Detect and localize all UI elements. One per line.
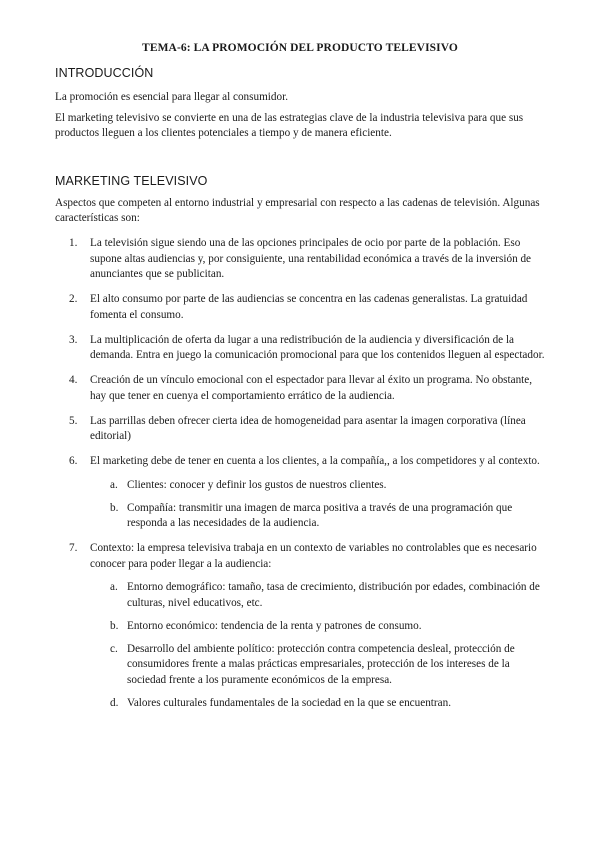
characteristics-list — [55, 236, 545, 721]
intro-paragraph-2: El marketing televisivo se convierte en una de las estrategias clave de la industria televisiva para que sus productos lleguen a los clientes potenciales a tiempo y de manera eficiente. — [55, 112, 524, 139]
list-text: Creación de un vínculo emocional con el espectador para llevar al éxito un programa. No obstante, hay que tener en cuenya el comportamiento errático de la audiencia. — [90, 374, 533, 402]
list-number: 6. — [69, 455, 78, 467]
sub-list-letter: b. — [110, 619, 119, 632]
sub-list-item — [90, 478, 545, 494]
sub-list-item — [90, 580, 545, 611]
document-title: TEMA-6: LA PROMOCIÓN DEL PRODUCTO TELEVISIVO — [142, 42, 458, 54]
sub-list-item — [90, 501, 545, 532]
sub-list-text: Entorno demográfico: tamaño, tasa de crecimiento, distribución por edades, combinación de culturas, nivel educativos, etc. — [127, 581, 540, 609]
list-item — [55, 373, 545, 404]
sub-list-text: Compañía: transmitir una imagen de marca positiva a través de una programación que responda a las necesidades de la audiencia. — [127, 501, 513, 529]
list-number: 1. — [69, 237, 78, 249]
list-number: 2. — [69, 293, 78, 305]
sub-list-text: Desarrollo del ambiente político: protección contra competencia desleal, protección de consumidores frente a malas prácticas empresariales, protección de los intereses de la sociedad frente a los puramente económicos de la empresa. — [127, 642, 515, 686]
list-number: 5. — [69, 414, 78, 427]
list-item — [55, 236, 545, 283]
list-item — [55, 414, 545, 445]
sub-list-text: Clientes: conocer y definir los gustos de nuestros clientes. — [127, 478, 387, 491]
sub-list — [90, 580, 545, 711]
list-text: Las parrillas deben ofrecer cierta idea de homogeneidad para asentar la imagen corporativa (línea editorial) — [90, 414, 526, 442]
list-number: 4. — [69, 374, 78, 386]
list-text: El marketing debe de tener en cuenta a los clientes, a la compañía,, a los competidores y al contexto. — [90, 455, 540, 467]
sub-list-text: Valores culturales fundamentales de la sociedad en la que se encuentran. — [127, 696, 451, 709]
sub-list-letter: a. — [110, 581, 118, 593]
list-text: La televisión sigue siendo una de las opciones principales de ocio por parte de la población. Eso supone altas audiencias y, por consiguiente, una rentabilidad económica a través de la inversión de anunciantes que se publicitan. — [90, 237, 532, 280]
sub-list-item — [90, 696, 545, 712]
sub-list-letter: a. — [110, 478, 118, 491]
marketing-lead: Aspectos que competen al entorno industrial y empresarial con respecto a las cadenas de televisión. Algunas características son: — [55, 197, 540, 224]
list-number: 7. — [69, 542, 78, 554]
list-item — [55, 454, 545, 532]
list-text: La multiplicación de oferta da lugar a una redistribución de la audiencia y diversificación de la demanda. Entra en juego la comunicación promocional para que los contenidos lleguen al espectador. — [90, 333, 545, 361]
sub-list-letter: c. — [110, 642, 118, 655]
sub-list-item — [90, 642, 545, 689]
sub-list-letter: d. — [110, 696, 119, 709]
intro-paragraph-1: La promoción es esencial para llegar al consumidor. — [55, 91, 288, 103]
marketing-heading: MARKETING TELEVISIVO — [55, 174, 208, 188]
sub-list-item — [90, 619, 545, 635]
list-text: Contexto: la empresa televisiva trabaja en un contexto de variables no controlables que es necesario conocer para poder llegar a la audiencia: — [90, 542, 537, 570]
sub-list-letter: b. — [110, 501, 119, 514]
list-number: 3. — [69, 333, 78, 346]
list-item — [55, 541, 545, 711]
intro-heading: INTRODUCCIÓN — [55, 66, 154, 80]
list-item — [55, 333, 545, 364]
list-text: El alto consumo por parte de las audiencias se concentra en las cadenas generalistas. La gratuidad fomenta el consumo. — [90, 293, 528, 321]
sub-list-text: Entorno económico: tendencia de la renta y patrones de consumo. — [127, 619, 422, 632]
list-item — [55, 292, 545, 323]
sub-list — [90, 478, 545, 532]
